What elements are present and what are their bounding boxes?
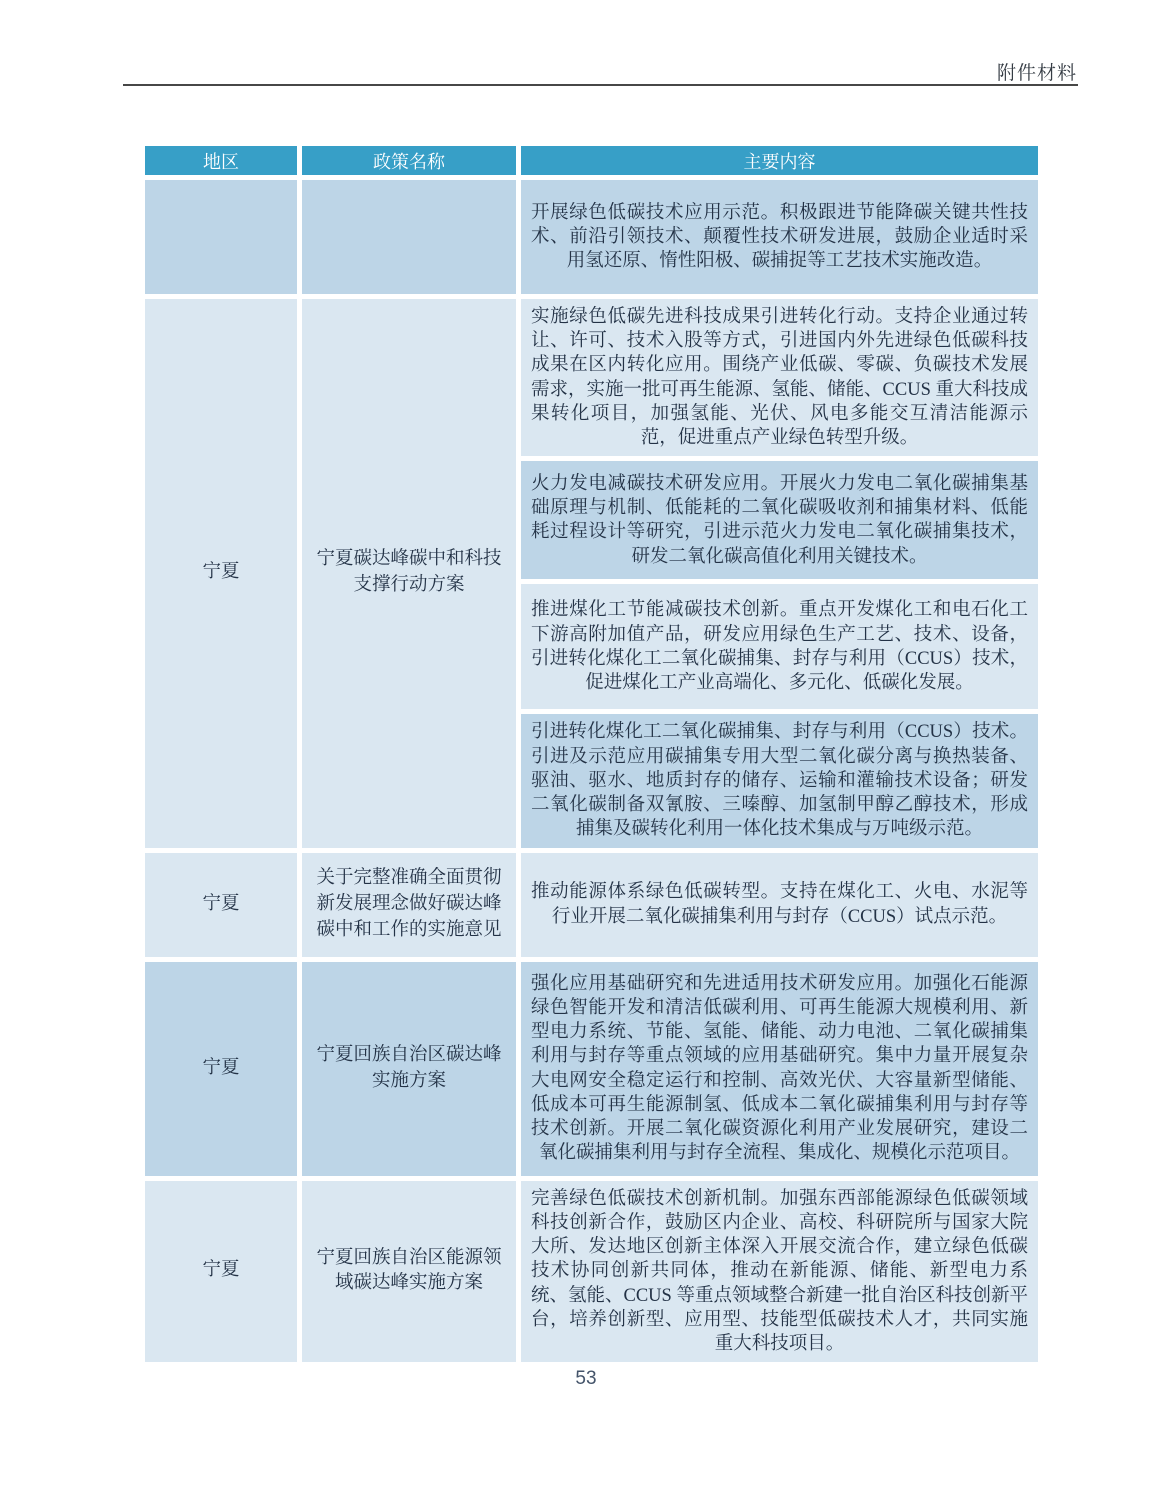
column-header-policy: 政策名称	[302, 146, 516, 175]
policy-cell: 宁夏碳达峰碳中和科技支撑行动方案	[302, 299, 516, 848]
column-header-region: 地区	[145, 146, 297, 175]
page-number: 53	[575, 1368, 597, 1389]
content-cell: 完善绿色低碳技术创新机制。加强东西部能源绿色低碳领域科技创新合作，鼓励区内企业、高校、科研院所与国家大院大所、发达地区创新主体深入开展交流合作，建立绿色低碳技术协同创新共同体，推动在新能源、储能、新型电力系统、氢能、CCUS 等重点领域整合新建一批自治区科技创新平台，培养创新型、应用型、技能型低碳技术人才，共同实施重大科技项目。	[521, 1181, 1038, 1363]
policy-cell-empty	[302, 180, 516, 294]
region-cell: 宁夏	[145, 962, 297, 1176]
header-divider	[123, 84, 1078, 86]
region-cell: 宁夏	[145, 299, 297, 848]
region-cell: 宁夏	[145, 1181, 297, 1363]
content-cell: 实施绿色低碳先进科技成果引进转化行动。支持企业通过转让、许可、技术入股等方式，引进国内外先进绿色低碳科技成果在区内转化应用。围绕产业低碳、零碳、负碳技术发展需求，实施一批可再生能源、氢能、储能、CCUS 重大科技成果转化项目，加强氢能、光伏、风电多能交互清洁能源示范，促进重点产业绿色转型升级。	[521, 299, 1038, 456]
policy-table	[140, 141, 1043, 1367]
policy-cell: 宁夏回族自治区碳达峰实施方案	[302, 962, 516, 1176]
table-row	[145, 180, 1038, 294]
content-cell: 开展绿色低碳技术应用示范。积极跟进节能降碳关键共性技术、前沿引领技术、颠覆性技术研发进展，鼓励企业适时采用氢还原、惰性阳极、碳捕捉等工艺技术实施改造。	[521, 180, 1038, 294]
content-cell: 火力发电减碳技术研发应用。开展火力发电二氧化碳捕集基础原理与机制、低能耗的二氧化碳吸收剂和捕集材料、低能耗过程设计等研究，引进示范火力发电二氧化碳捕集技术，研发二氧化碳高值化利用关键技术。	[521, 461, 1038, 579]
table-row	[145, 853, 1038, 957]
column-header-content: 主要内容	[521, 146, 1038, 175]
content-cell: 引进转化煤化工二氧化碳捕集、封存与利用（CCUS）技术。引进及示范应用碳捕集专用大型二氧化碳分离与换热装备、驱油、驱水、地质封存的储存、运输和灌输技术设备；研发二氧化碳制备双氰胺、三嗪醇、加氢制甲醇乙醇技术，形成捕集及碳转化利用一体化技术集成与万吨级示范。	[521, 714, 1038, 847]
table-row	[145, 299, 1038, 456]
policy-cell: 宁夏回族自治区能源领域碳达峰实施方案	[302, 1181, 516, 1363]
table-header-row	[145, 146, 1038, 175]
table-row	[145, 1181, 1038, 1363]
policy-table-container	[140, 141, 1043, 1367]
page-header-label: 附件材料	[996, 63, 1077, 84]
content-cell: 推进煤化工节能减碳技术创新。重点开发煤化工和电石化工下游高附加值产品，研发应用绿色生产工艺、技术、设备，引进转化煤化工二氧化碳捕集、封存与利用（CCUS）技术，促进煤化工产业高端化、多元化、低碳化发展。	[521, 584, 1038, 709]
region-cell: 宁夏	[145, 853, 297, 957]
table-row	[145, 962, 1038, 1176]
content-cell: 推动能源体系绿色低碳转型。支持在煤化工、火电、水泥等行业开展二氧化碳捕集利用与封存（CCUS）试点示范。	[521, 853, 1038, 957]
policy-cell: 关于完整准确全面贯彻新发展理念做好碳达峰碳中和工作的实施意见	[302, 853, 516, 957]
region-cell-empty	[145, 180, 297, 294]
content-cell: 强化应用基础研究和先进适用技术研发应用。加强化石能源绿色智能开发和清洁低碳利用、可再生能源大规模利用、新型电力系统、节能、氢能、储能、动力电池、二氧化碳捕集利用与封存等重点领域的应用基础研究。集中力量开展复杂大电网安全稳定运行和控制、高效光伏、大容量新型储能、低成本可再生能源制氢、低成本二氧化碳捕集利用与封存等技术创新。开展二氧化碳资源化利用产业发展研究，建设二氧化碳捕集利用与封存全流程、集成化、规模化示范项目。	[521, 962, 1038, 1176]
